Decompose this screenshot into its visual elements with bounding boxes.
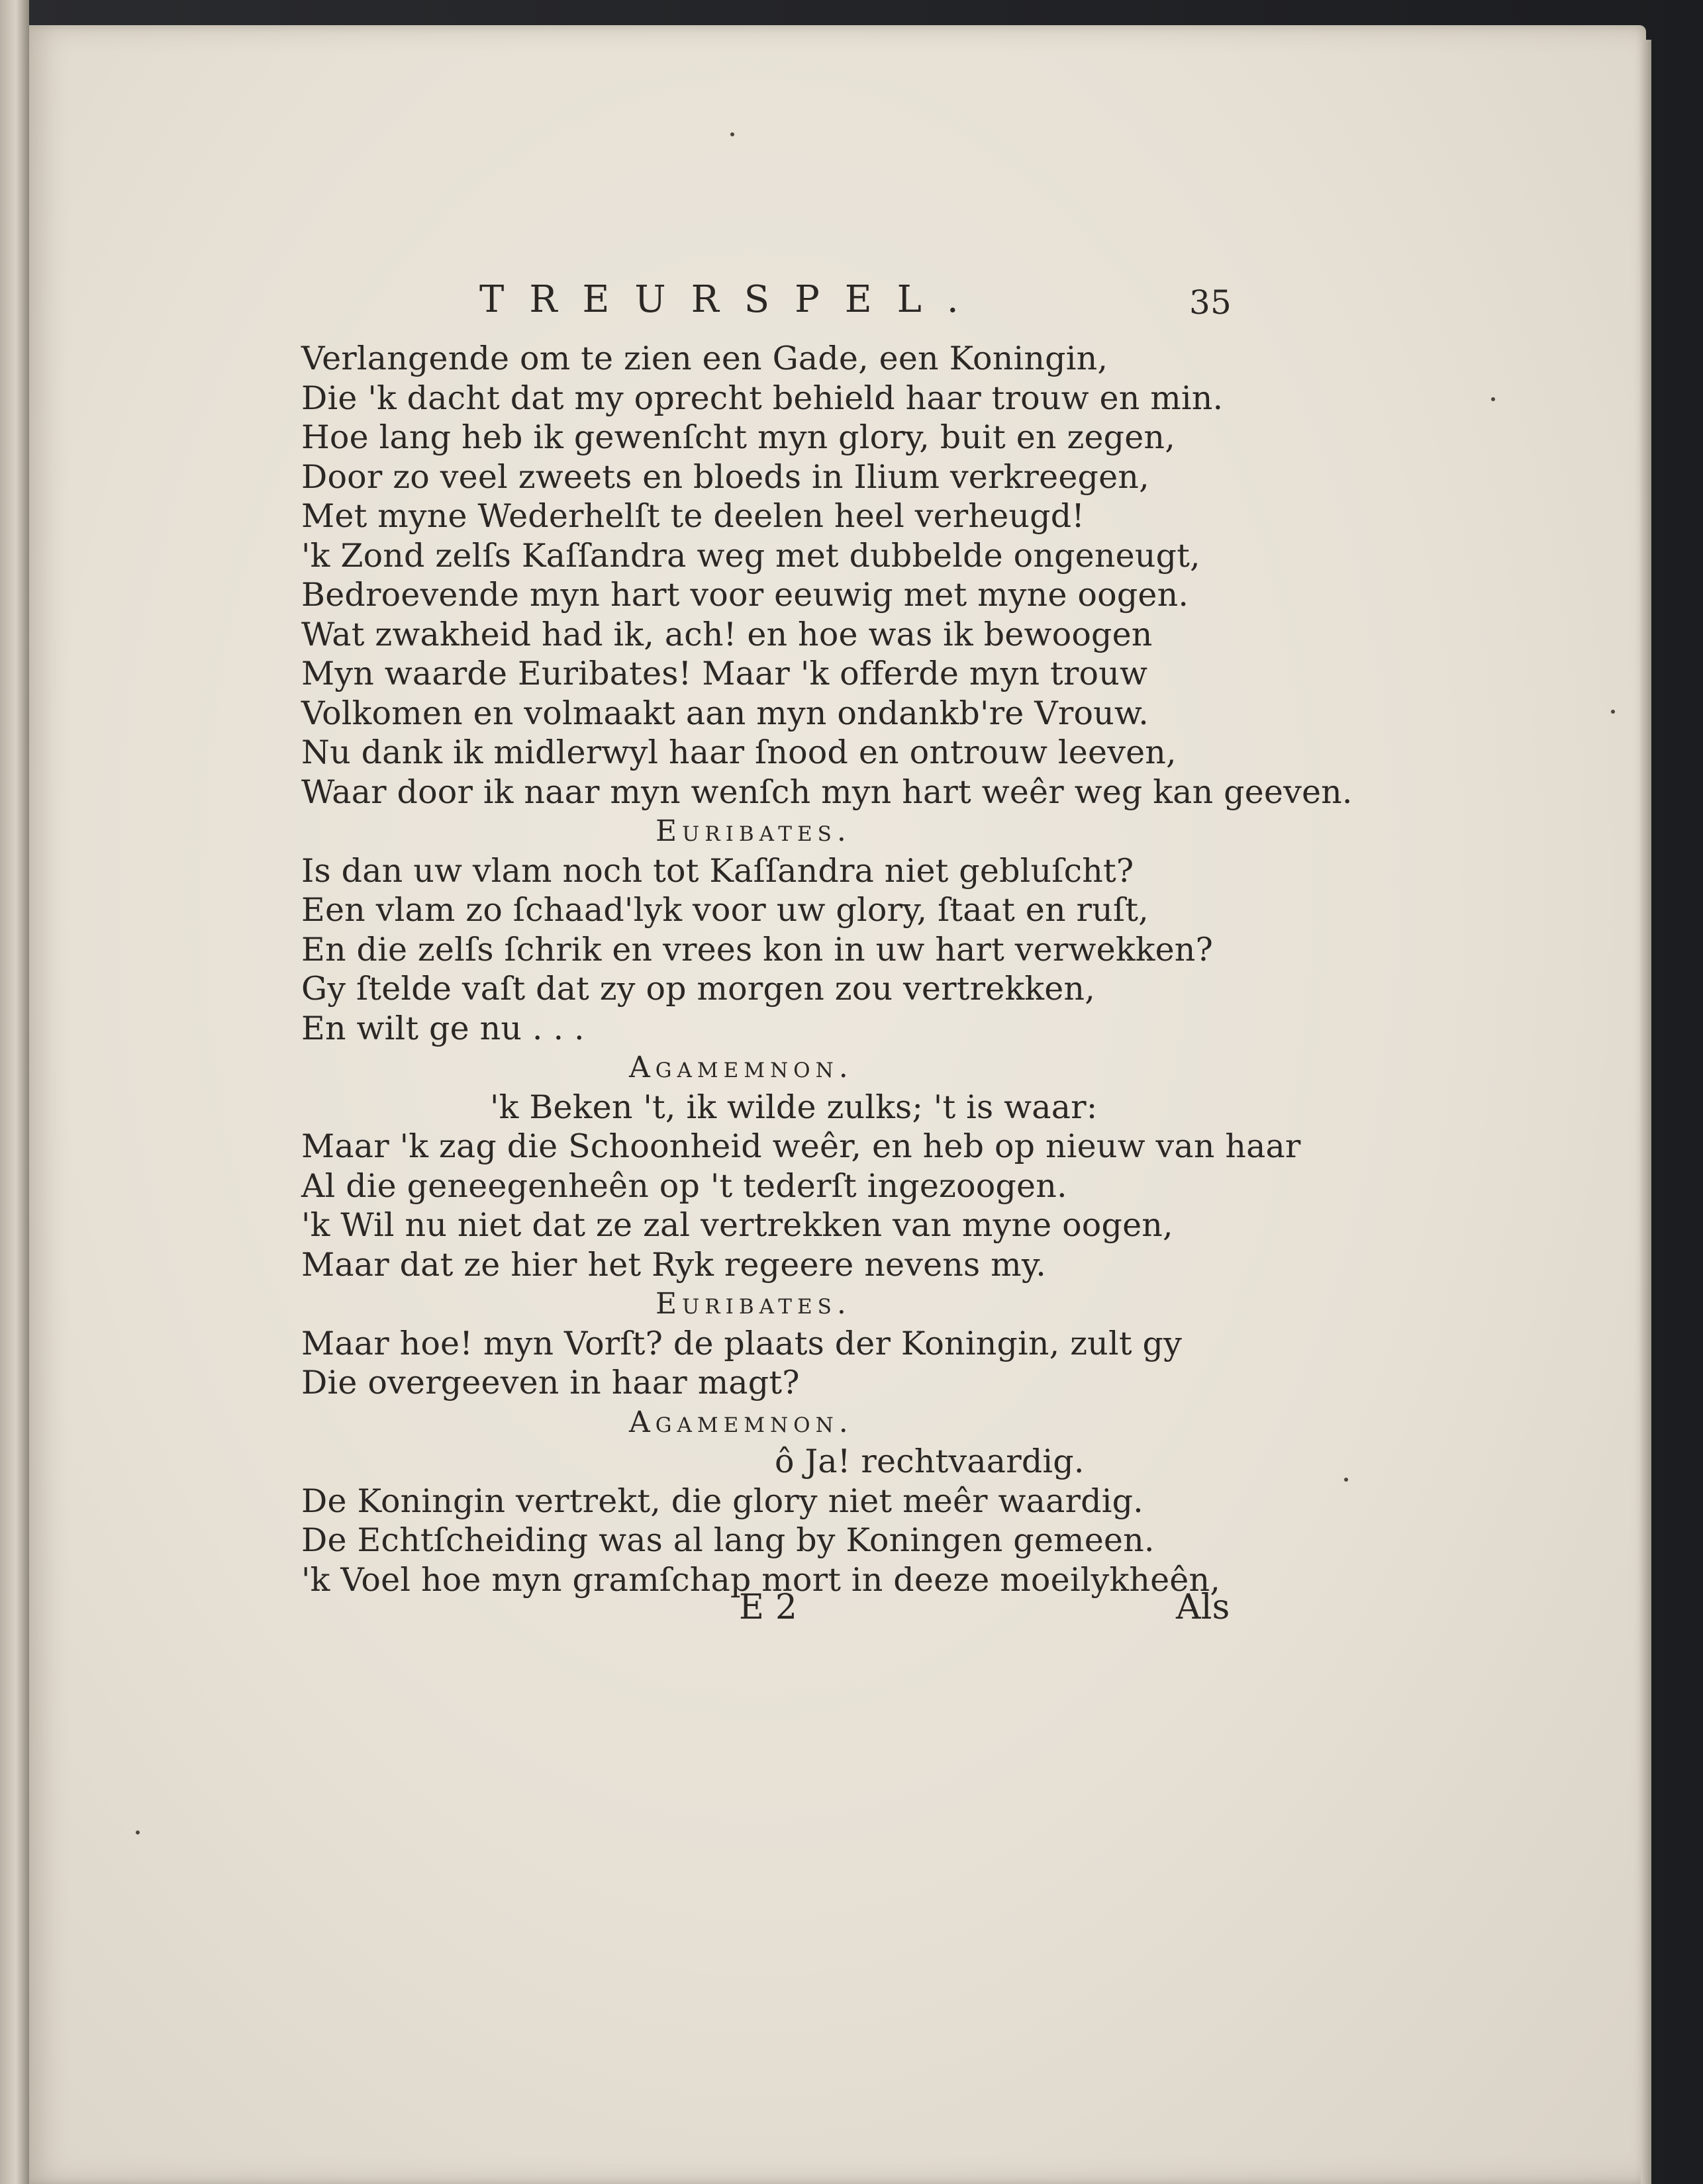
paper-speck <box>1344 1478 1348 1482</box>
verse-line: Die 'k dacht dat my oprecht behield haar trouw en min. <box>301 379 1224 417</box>
verse-line: De Koningin vertrekt, die glory niet meêr waardig. <box>301 1482 1143 1520</box>
page-stack-edge <box>1641 40 1651 2184</box>
verse-line: 'k Zond zelſs Kaſſandra weg met dubbelde ongeneugt, <box>301 536 1200 575</box>
catchword: Als <box>1176 1588 1230 1627</box>
verse-body <box>301 339 1353 1599</box>
speaker-heading-agamemnon: Agamemnon. <box>629 1051 853 1084</box>
verse-line: Een vlam zo ſchaad'lyk voor uw glory, ſtaat en ruſt, <box>301 891 1149 929</box>
verse-line: Maar hoe! myn Vorſt? de plaats der Koningin, zult gy <box>301 1324 1182 1362</box>
verse-line: Met myne Wederhelſt te deelen heel verheugd! <box>301 497 1085 535</box>
verse-line: Door zo veel zweets en bloeds in Ilium verkreegen, <box>301 457 1149 496</box>
verse-line: Nu dank ik midlerwyl haar ſnood en ontrouw leeven, <box>301 734 1177 771</box>
verse-line: Volkomen en volmaakt aan myn ondankb're Vrouw. <box>301 694 1149 732</box>
verse-line: Maar 'k zag die Schoonheid weêr, en heb op nieuw van haar <box>301 1127 1301 1165</box>
running-title: TREURSPEL. <box>479 278 984 321</box>
paper-speck <box>730 132 734 136</box>
verse-line: Verlangende om te zien een Gade, een Koningin, <box>301 340 1108 377</box>
verse-line: 'k Beken 't, ik wilde zulks; 't is waar: <box>490 1088 1098 1126</box>
verse-line: De Echtſcheiding was al lang by Koningen gemeen. <box>301 1521 1155 1559</box>
page-footer <box>29 1588 1646 1634</box>
verse-line: ô Ja! rechtvaardig. <box>775 1443 1085 1480</box>
paper-speck <box>136 1830 140 1834</box>
verse-line: Myn waarde Euribates! Maar 'k offerde myn trouw <box>301 655 1148 692</box>
verse-line: Waar door ik naar myn wenſch myn hart weêr weg kan geeven. <box>301 773 1353 811</box>
page-number: 35 <box>1189 283 1232 322</box>
speaker-heading-agamemnon: Agamemnon. <box>629 1405 853 1439</box>
page-header <box>29 278 1646 331</box>
speaker-heading-euribates: Euribates. <box>656 814 851 848</box>
verse-line: Die overgeeven in haar magt? <box>301 1364 800 1401</box>
speaker-heading-euribates: Euribates. <box>656 1287 851 1321</box>
verse-line: 'k Voel hoe myn gramſchap mort in deeze moeilykheên, <box>301 1560 1221 1599</box>
verse-line: 'k Wil nu niet dat ze zal vertrekken van myne oogen, <box>301 1206 1173 1244</box>
verse-line: Bedroevende myn hart voor eeuwig met myne oogen. <box>301 576 1189 614</box>
paper-speck <box>1491 397 1495 401</box>
verse-line: Maar dat ze hier het Ryk regeere nevens my. <box>301 1245 1046 1284</box>
previous-page-edge <box>0 0 29 2184</box>
verse-line: Gy ſtelde vaſt dat zy op morgen zou vertrekken, <box>301 970 1095 1008</box>
verse-line: Is dan uw vlam noch tot Kaſſandra niet gebluſcht? <box>301 851 1134 890</box>
verse-line: Hoe lang heb ik gewenſcht myn glory, buit en zegen, <box>301 418 1175 456</box>
paper-speck <box>1611 710 1615 714</box>
verse-line: En wilt ge nu . . . <box>301 1009 585 1047</box>
verse-line: Wat zwakheid had ik, ach! en hoe was ik bewoogen <box>301 615 1153 653</box>
signature-mark: E 2 <box>739 1588 798 1627</box>
verse-line: En die zelſs ſchrik en vrees kon in uw hart verwekken? <box>301 930 1214 969</box>
verse-line: Al die geneegenheên op 't tederſt ingezoogen. <box>301 1166 1067 1205</box>
